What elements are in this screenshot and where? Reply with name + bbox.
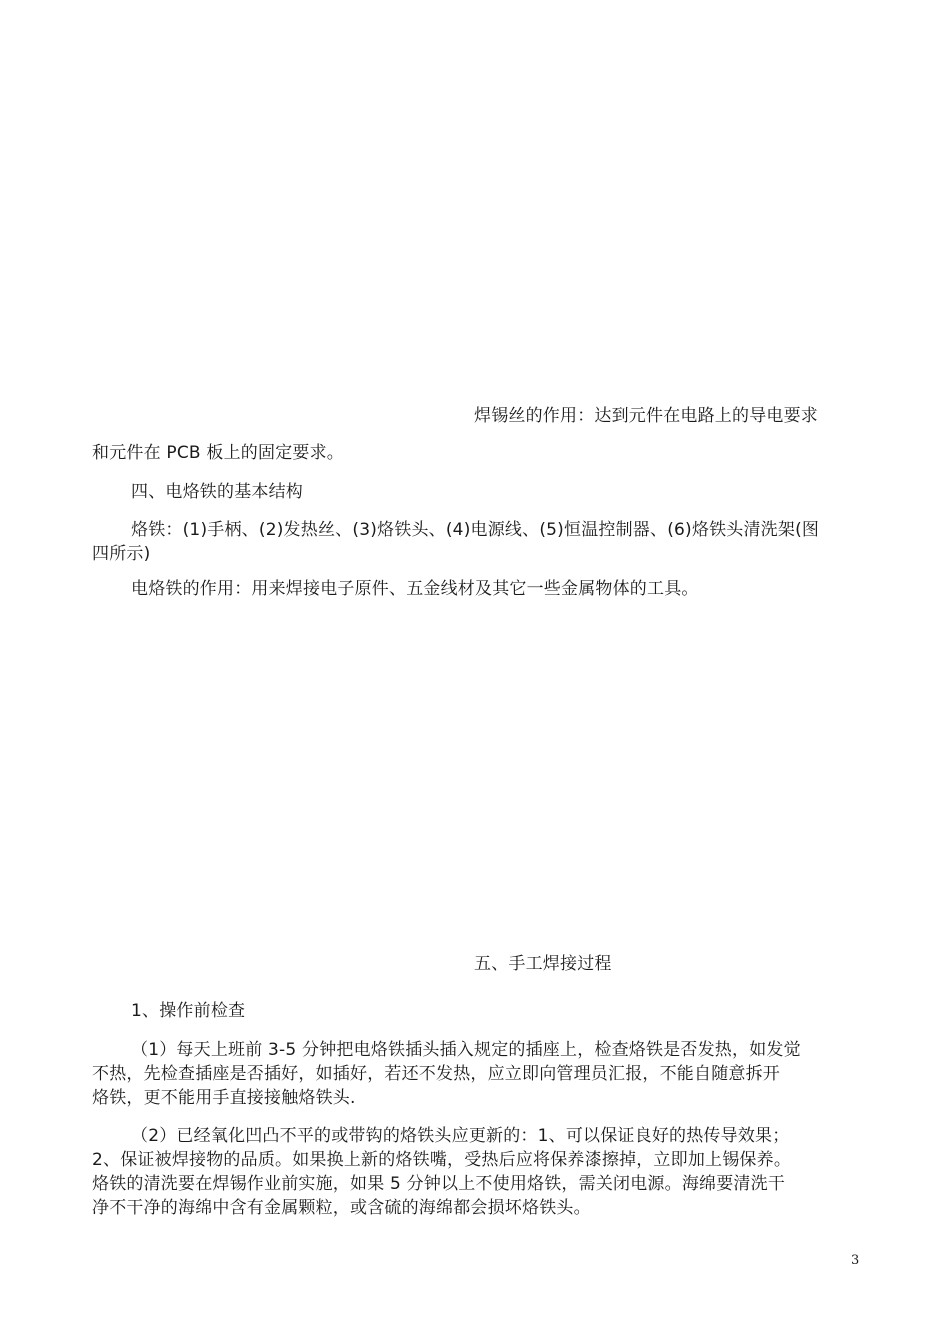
item-1-line-2: 不热，先检查插座是否插好，如插好，若还不发热，应立即向管理员汇报，不能自随意拆开 — [92, 1064, 780, 1084]
pre-operation-check-heading: 1、操作前检查 — [131, 1001, 246, 1021]
iron-structure-line-2: 四所示) — [92, 544, 151, 564]
iron-structure-line-1: 烙铁：(1)手柄、(2)发热丝、(3)烙铁头、(4)电源线、(5)恒温控制器、(6)烙铁头清洗架(图 — [131, 520, 820, 540]
section-5-heading: 五、手工焊接过程 — [474, 954, 612, 974]
item-2-line-1: （2）已经氧化凹凸不平的或带钩的烙铁头应更新的：1、可以保证良好的热传导效果； — [131, 1126, 790, 1146]
section-4-heading: 四、电烙铁的基本结构 — [131, 482, 303, 502]
page-number: 3 — [851, 1253, 860, 1268]
solder-wire-purpose-line-1: 焊锡丝的作用：达到元件在电路上的导电要求 — [474, 406, 818, 426]
item-2-line-4: 净不干净的海绵中含有金属颗粒，或含硫的海绵都会损坏烙铁头。 — [92, 1198, 591, 1218]
item-1-line-1: （1）每天上班前 3-5 分钟把电烙铁插头插入规定的插座上，检查烙铁是否发热，如发觉 — [131, 1040, 801, 1060]
solder-wire-purpose-line-2: 和元件在 PCB 板上的固定要求。 — [92, 443, 344, 463]
iron-purpose: 电烙铁的作用：用来焊接电子原件、五金线材及其它一些金属物体的工具。 — [131, 579, 699, 599]
item-2-line-2: 2、保证被焊接物的品质。如果换上新的烙铁嘴，受热后应将保养漆擦掉，立即加上锡保养。 — [92, 1150, 792, 1170]
item-2-line-3: 烙铁的清洗要在焊锡作业前实施，如果 5 分钟以上不使用烙铁，需关闭电源。海绵要清洗干 — [92, 1174, 786, 1194]
item-1-line-3: 烙铁，更不能用手直接接触烙铁头. — [92, 1088, 356, 1108]
